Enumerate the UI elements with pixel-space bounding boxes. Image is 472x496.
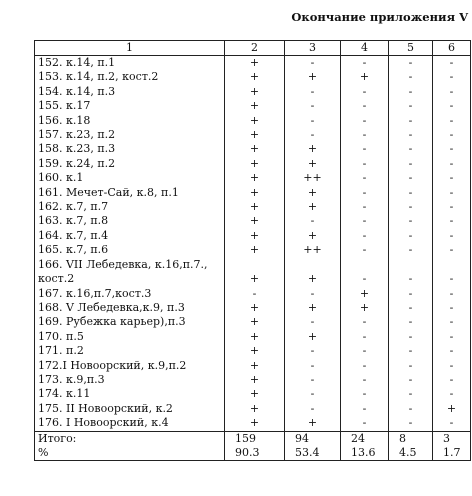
table-row xyxy=(35,114,471,128)
table-cell: - xyxy=(433,272,471,286)
table-cell: - xyxy=(285,56,341,71)
table-cell: 166. VII Лебедевка, к.16,п.7., xyxy=(35,258,225,272)
table-cell: + xyxy=(285,200,341,214)
table-cell: - xyxy=(389,56,433,71)
table-cell: - xyxy=(389,301,433,315)
table-cell: + xyxy=(225,387,285,401)
table-row xyxy=(35,387,471,401)
table-cell: 165. к.7, п.6 xyxy=(35,243,225,257)
table-cell: + xyxy=(225,243,285,257)
table-cell: - xyxy=(389,387,433,401)
total-row xyxy=(35,431,471,446)
table-cell: + xyxy=(433,402,471,416)
table-cell: 154. к.14, п.3 xyxy=(35,85,225,99)
table-cell: - xyxy=(389,359,433,373)
table-cell: - xyxy=(285,402,341,416)
table-cell: - xyxy=(389,114,433,128)
table-cell: - xyxy=(433,243,471,257)
table-row xyxy=(35,315,471,329)
table-cell: 1.7 xyxy=(433,446,471,461)
table-cell: - xyxy=(389,128,433,142)
table-cell xyxy=(433,258,471,272)
table-cell: - xyxy=(433,186,471,200)
table-cell: 90.3 xyxy=(225,446,285,461)
table-cell: - xyxy=(389,99,433,113)
table-cell: - xyxy=(433,70,471,84)
table-cell: - xyxy=(285,387,341,401)
table-cell: ++ xyxy=(285,171,341,185)
table-row xyxy=(35,56,471,71)
table-cell: 174. к.11 xyxy=(35,387,225,401)
table-cell: + xyxy=(285,70,341,84)
table-cell: 53.4 xyxy=(285,446,341,461)
table-cell: % xyxy=(35,446,225,461)
table-cell: - xyxy=(389,171,433,185)
table-cell: - xyxy=(285,114,341,128)
table-cell: - xyxy=(389,344,433,358)
table-cell: - xyxy=(285,287,341,301)
column-header: 6 xyxy=(433,41,471,56)
table-cell: + xyxy=(225,344,285,358)
table-row xyxy=(35,128,471,142)
table-cell: + xyxy=(225,142,285,156)
table-row xyxy=(35,330,471,344)
table-cell: - xyxy=(433,200,471,214)
table-cell: - xyxy=(341,56,389,71)
table-cell: - xyxy=(285,315,341,329)
table-cell: + xyxy=(285,272,341,286)
table-row xyxy=(35,416,471,431)
table-cell: - xyxy=(433,142,471,156)
header-row xyxy=(35,41,471,56)
table-cell: - xyxy=(389,243,433,257)
table-cell: - xyxy=(341,272,389,286)
table-cell: 8 xyxy=(389,431,433,446)
table-cell: 156. к.18 xyxy=(35,114,225,128)
table-cell: + xyxy=(285,142,341,156)
table-cell: + xyxy=(225,56,285,71)
table-cell: + xyxy=(225,272,285,286)
table-row xyxy=(35,402,471,416)
table-cell: - xyxy=(389,214,433,228)
table-cell: 157. к.23, п.2 xyxy=(35,128,225,142)
table-cell: - xyxy=(433,99,471,113)
table-cell: 159 xyxy=(225,431,285,446)
table-row xyxy=(35,301,471,315)
column-header: 1 xyxy=(35,41,225,56)
table-cell: + xyxy=(225,359,285,373)
table-cell: + xyxy=(341,287,389,301)
table-cell: - xyxy=(341,229,389,243)
table-cell: - xyxy=(285,344,341,358)
table-cell: 169. Рубежка карьер),п.3 xyxy=(35,315,225,329)
table-cell: - xyxy=(433,344,471,358)
table-cell: + xyxy=(225,229,285,243)
table-cell: 160. к.1 xyxy=(35,171,225,185)
table-cell: - xyxy=(341,99,389,113)
table-cell: - xyxy=(389,287,433,301)
table-cell: - xyxy=(341,214,389,228)
table-cell: + xyxy=(225,128,285,142)
table-cell: - xyxy=(389,200,433,214)
table-cell: 158. к.23, п.3 xyxy=(35,142,225,156)
table-cell: - xyxy=(341,128,389,142)
table-cell: - xyxy=(341,200,389,214)
table-cell: - xyxy=(433,330,471,344)
table-cell: - xyxy=(341,85,389,99)
table-cell: - xyxy=(285,359,341,373)
table-cell: - xyxy=(341,330,389,344)
table-cell: + xyxy=(285,186,341,200)
table-cell: + xyxy=(341,70,389,84)
table-row xyxy=(35,214,471,228)
table-cell: 173. к.9,п.3 xyxy=(35,373,225,387)
table-cell: 170. п.5 xyxy=(35,330,225,344)
table-cell: + xyxy=(225,114,285,128)
table-cell: - xyxy=(341,157,389,171)
table-cell: + xyxy=(341,301,389,315)
table-cell: - xyxy=(433,114,471,128)
table-row xyxy=(35,171,471,185)
table-cell: - xyxy=(433,373,471,387)
table-cell: - xyxy=(389,157,433,171)
table-cell: 13.6 xyxy=(341,446,389,461)
table-body xyxy=(35,56,471,432)
table-cell: - xyxy=(341,315,389,329)
table-cell: + xyxy=(285,229,341,243)
table-cell: - xyxy=(433,157,471,171)
table-cell: - xyxy=(389,416,433,431)
table-cell: 152. к.14, п.1 xyxy=(35,56,225,71)
table-cell: 159. к.24, п.2 xyxy=(35,157,225,171)
table-cell: - xyxy=(389,373,433,387)
table-row xyxy=(35,243,471,257)
table-cell: - xyxy=(341,373,389,387)
table-cell: 176. I Новоорский, к.4 xyxy=(35,416,225,431)
table-cell: ++ xyxy=(285,243,341,257)
table-cell: - xyxy=(389,142,433,156)
table-cell: + xyxy=(225,373,285,387)
table-cell: - xyxy=(389,402,433,416)
table-row xyxy=(35,200,471,214)
table-row xyxy=(35,287,471,301)
table-row xyxy=(35,359,471,373)
table-cell: 167. к.16,п.7,кост.3 xyxy=(35,287,225,301)
table-cell: 155. к.17 xyxy=(35,99,225,113)
table-cell xyxy=(225,258,285,272)
table-cell: - xyxy=(285,373,341,387)
table-cell: - xyxy=(389,272,433,286)
table-cell xyxy=(285,258,341,272)
table-cell: - xyxy=(285,85,341,99)
table-row xyxy=(35,186,471,200)
table-cell: + xyxy=(285,416,341,431)
table-cell: + xyxy=(225,315,285,329)
table-cell: - xyxy=(433,229,471,243)
table-cell: - xyxy=(341,142,389,156)
table-cell: - xyxy=(433,416,471,431)
table-cell: - xyxy=(341,402,389,416)
table-cell: - xyxy=(433,214,471,228)
table-cell: - xyxy=(389,186,433,200)
table-cell: - xyxy=(285,214,341,228)
table-cell: - xyxy=(341,186,389,200)
table-cell: 153. к.14, п.2, кост.2 xyxy=(35,70,225,84)
table-cell: + xyxy=(225,70,285,84)
table-cell: + xyxy=(225,416,285,431)
table-cell: + xyxy=(285,330,341,344)
table-cell: - xyxy=(433,171,471,185)
table-cell: - xyxy=(341,114,389,128)
table-cell: - xyxy=(389,85,433,99)
table-cell: 3 xyxy=(433,431,471,446)
table-cell: - xyxy=(341,344,389,358)
column-header: 3 xyxy=(285,41,341,56)
table-cell: - xyxy=(341,416,389,431)
table-cell: 168. V Лебедевка,к.9, п.3 xyxy=(35,301,225,315)
appendix-caption: Окончание приложения V xyxy=(291,10,468,24)
table-cell: + xyxy=(225,99,285,113)
table-cell: - xyxy=(433,287,471,301)
table-cell: Итого: xyxy=(35,431,225,446)
table-cell: 175. II Новоорский, к.2 xyxy=(35,402,225,416)
table-cell: 164. к.7, п.4 xyxy=(35,229,225,243)
table-cell: + xyxy=(225,402,285,416)
column-header: 4 xyxy=(341,41,389,56)
table-row xyxy=(35,344,471,358)
table-row xyxy=(35,70,471,84)
table-cell: - xyxy=(389,70,433,84)
table-cell: + xyxy=(225,85,285,99)
table-cell: - xyxy=(389,330,433,344)
table-cell: - xyxy=(389,229,433,243)
table-cell: - xyxy=(433,315,471,329)
table-cell xyxy=(389,258,433,272)
table-row xyxy=(35,99,471,113)
table-cell: - xyxy=(341,171,389,185)
table-cell: - xyxy=(433,387,471,401)
table-cell: 171. п.2 xyxy=(35,344,225,358)
table-cell: + xyxy=(225,186,285,200)
table-cell: - xyxy=(433,359,471,373)
table-cell: + xyxy=(225,157,285,171)
table-cell: + xyxy=(285,301,341,315)
table-cell: кост.2 xyxy=(35,272,225,286)
table-cell: 94 xyxy=(285,431,341,446)
column-header: 2 xyxy=(225,41,285,56)
table-cell: - xyxy=(389,315,433,329)
column-header: 5 xyxy=(389,41,433,56)
table-row xyxy=(35,157,471,171)
table-cell: - xyxy=(433,85,471,99)
table-cell: - xyxy=(341,243,389,257)
appendix-table xyxy=(34,40,471,461)
table-cell: + xyxy=(225,200,285,214)
table-cell: + xyxy=(225,214,285,228)
table-cell: - xyxy=(341,359,389,373)
table-row xyxy=(35,229,471,243)
table-cell xyxy=(341,258,389,272)
table-cell: - xyxy=(433,128,471,142)
table-row xyxy=(35,85,471,99)
table-cell: + xyxy=(225,171,285,185)
table-cell: - xyxy=(433,56,471,71)
table-cell: - xyxy=(285,99,341,113)
table-cell: 161. Мечет-Сай, к.8, п.1 xyxy=(35,186,225,200)
table-cell: - xyxy=(433,301,471,315)
table-row xyxy=(35,142,471,156)
percent-row xyxy=(35,446,471,461)
table-cell: 24 xyxy=(341,431,389,446)
table-row xyxy=(35,272,471,286)
table-cell: 162. к.7, п.7 xyxy=(35,200,225,214)
table-cell: + xyxy=(225,301,285,315)
table-row xyxy=(35,258,471,272)
table-cell: - xyxy=(225,287,285,301)
table-cell: - xyxy=(341,387,389,401)
table-cell: 172.I Новоорский, к.9,п.2 xyxy=(35,359,225,373)
table-cell: - xyxy=(285,128,341,142)
table-cell: + xyxy=(225,330,285,344)
table-cell: 4.5 xyxy=(389,446,433,461)
table-row xyxy=(35,373,471,387)
table-cell: 163. к.7, п.8 xyxy=(35,214,225,228)
table-cell: + xyxy=(285,157,341,171)
